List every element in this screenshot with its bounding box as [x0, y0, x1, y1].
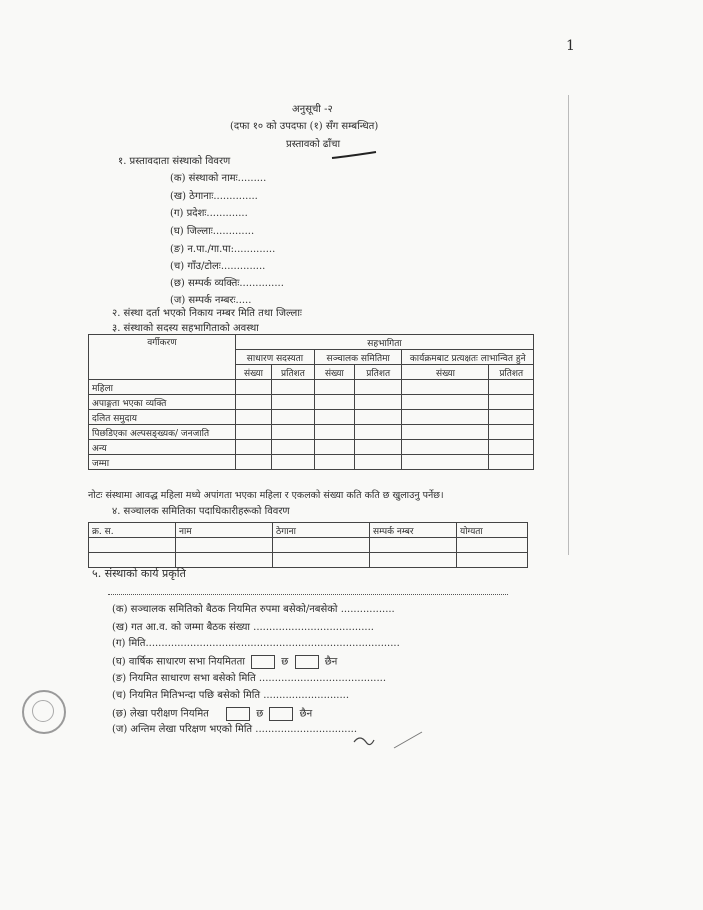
- row-label: जम्मा: [89, 455, 236, 470]
- section1-item: (च) गाँउ/टोलः..............: [170, 261, 266, 272]
- section5-dotted-line: [108, 594, 508, 595]
- section5-item: (ज) अन्तिम लेखा परिक्षण भएको मिति ................................: [112, 724, 358, 735]
- section1-item: (क) संस्थाको नामः.........: [170, 173, 267, 184]
- audit-no-label: छैन: [299, 708, 313, 720]
- audit-yes-checkbox[interactable]: [226, 707, 250, 721]
- sub-header: संख्या: [402, 365, 489, 380]
- agm-yes-label: छ: [281, 656, 289, 668]
- table-row: [89, 455, 534, 470]
- signature-mark: [350, 728, 430, 752]
- row-label: पिछडिएका अल्पसङ्ख्यक/ जनजाति: [89, 425, 236, 440]
- section5-item: (च) नियमित मितिभन्दा पछि बसेको मिति ...........................: [112, 690, 350, 701]
- sub-header: प्रतिशत: [489, 365, 534, 380]
- agm-label: (घ) वार्षिक साधारण सभा नियमितता: [112, 656, 245, 668]
- agm-yes-checkbox[interactable]: [251, 655, 275, 669]
- column-header: योग्यता: [457, 523, 528, 538]
- audit-no-checkbox[interactable]: [269, 707, 293, 721]
- sub-header: संख्या: [236, 365, 272, 380]
- row-label: अपाङ्गता भएका व्यक्ति: [89, 395, 236, 410]
- category-header: वर्गीकरण: [89, 335, 236, 380]
- page-fold-line: [568, 95, 569, 555]
- section2-title: २. संस्था दर्ता भएको निकाय नम्बर मिति तथा जिल्लाः: [112, 308, 302, 319]
- audit-yes-label: छ: [256, 708, 264, 720]
- table-row: [89, 395, 534, 410]
- section4-title: ४. सञ्चालक समितिका पदाधिकारीहरूको विवरण: [112, 506, 290, 517]
- section1-item: (ङ) न.पा./गा.पा:.............: [170, 244, 276, 255]
- section5-item: (क) सञ्चालक समितिको बैठक नियमित रुपमा बसेको/नबसेको .................: [112, 604, 395, 615]
- agm-no-checkbox[interactable]: [295, 655, 319, 669]
- group-header: साधारण सदस्यता: [236, 350, 315, 365]
- agm-no-label: छैन: [324, 656, 338, 668]
- row-label: अन्य: [89, 440, 236, 455]
- audit-label: (छ) लेखा परीक्षण नियमित: [112, 708, 209, 720]
- sub-header: संख्या: [314, 365, 354, 380]
- underline-stroke: [330, 150, 380, 162]
- membership-table: [88, 334, 534, 470]
- section1-item: (ग) प्रदेशः.............: [170, 208, 248, 219]
- sub-header: प्रतिशत: [272, 365, 315, 380]
- section5-item: (ख) गत आ.व. को जम्मा बैठक संख्या ......................................: [112, 622, 374, 633]
- column-header: सम्पर्क नम्बर: [370, 523, 457, 538]
- table-row: [89, 440, 534, 455]
- row-label: दलित समुदाय: [89, 410, 236, 425]
- column-header: ठेगाना: [273, 523, 370, 538]
- section1-item: (ख) ठेगानाः..............: [170, 191, 258, 202]
- annex-reference: (दफा १० को उपदफा (१) सँग सम्बन्धित): [230, 121, 379, 132]
- table-row: [89, 553, 528, 568]
- annex-title: अनुसूची -२: [292, 104, 333, 115]
- section1-item: (छ) सम्पर्क व्यक्तिः..............: [170, 278, 284, 289]
- section1-item: (घ) जिल्लाः.............: [170, 226, 255, 237]
- section5-item: (ग) मिति................................................................................: [112, 638, 400, 649]
- table-row: [89, 410, 534, 425]
- proposal-format-title: प्रस्तावको ढाँचा: [286, 139, 341, 150]
- section3-title: ३. संस्थाको सदस्य सहभागिताको अवस्था: [112, 323, 259, 334]
- table-row: [89, 538, 528, 553]
- section5-item-audit: [112, 707, 312, 721]
- participation-header: सहभागिता: [236, 335, 534, 350]
- group-header: सञ्चालक समितिमा: [314, 350, 402, 365]
- column-header: क्र. स.: [89, 523, 176, 538]
- column-header: नाम: [176, 523, 273, 538]
- section5-title: ५. संस्थाको कार्य प्रकृति: [92, 567, 186, 580]
- page-number: 1: [566, 38, 575, 54]
- section3-note: नोटः संस्थामा आवद्ध महिला मध्ये अपांगता भएका महिला र एकलको संख्या कति कति छ खुलाउनु पर्नेछ।: [88, 490, 444, 501]
- table-row: [89, 380, 534, 395]
- section5-item: (ङ) नियमित साधारण सभा बसेको मिति ........................................: [112, 673, 386, 684]
- officials-table: [88, 522, 528, 568]
- section5-item-agm: [112, 655, 337, 669]
- row-label: महिला: [89, 380, 236, 395]
- sub-header: प्रतिशत: [354, 365, 402, 380]
- table-row: [89, 425, 534, 440]
- office-seal-stamp: [22, 690, 66, 734]
- section1-title: १. प्रस्तावदाता संस्थाको विवरण: [118, 156, 231, 167]
- section1-item: (ज) सम्पर्क नम्बरः.....: [170, 295, 252, 306]
- group-header: कार्यक्रमबाट प्रत्यक्षतः लाभान्वित हुने: [402, 350, 534, 365]
